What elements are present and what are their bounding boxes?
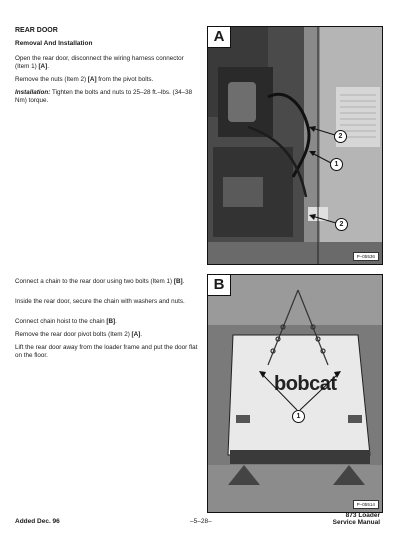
para4-punct: .	[182, 278, 185, 285]
para2-text-end: from the pivot bolts.	[96, 76, 154, 83]
para1-text: Open the rear door, disconnect the wiring harness connector (Item 1)	[15, 55, 184, 71]
paragraph-remove-nuts	[15, 76, 198, 84]
para5-text: Inside the rear door, secure the chain with washers and nuts.	[15, 298, 185, 305]
figure-a-photo	[207, 26, 383, 265]
figure-b-photo	[207, 274, 383, 513]
para1-punct: .	[47, 63, 49, 71]
figure-letter-b: B	[208, 275, 231, 296]
photo-number-b: P–05514	[353, 500, 379, 509]
figure-a-leader-lines	[208, 27, 382, 264]
callout-item-2-upper: 2	[334, 130, 347, 143]
paragraph-secure-chain	[15, 298, 198, 306]
para7-punct: .	[140, 331, 143, 338]
figure-b-leader-lines	[208, 275, 382, 512]
section-title: REAR DOOR	[15, 27, 58, 34]
callout-item-1: 1	[292, 410, 305, 423]
para6-text: Connect chain hoist to the chain	[15, 318, 107, 325]
paragraph-connect-chain	[15, 278, 198, 286]
figure-ref-a: [A]	[87, 76, 97, 83]
installation-label: Installation:	[15, 89, 51, 96]
figure-ref-b: [B]	[106, 318, 116, 325]
paragraph-connect-hoist	[15, 318, 198, 326]
section-subtitle: Removal And Installation	[15, 40, 93, 47]
callout-item-2-lower: 2	[335, 218, 348, 231]
para2-text: Remove the nuts (Item 2)	[15, 76, 88, 83]
bobcat-logo: bobcat	[274, 373, 337, 395]
paragraph-disconnect-harness	[15, 55, 198, 72]
paragraph-lift-door	[15, 344, 198, 361]
para6-punct: .	[115, 318, 117, 325]
callout-item-1: 1	[330, 158, 343, 171]
footer-model: 873 Loader	[345, 512, 380, 519]
footer-manual-name: Service Manual	[332, 519, 380, 526]
figure-letter-a: A	[208, 27, 231, 48]
para8-text: Lift the rear door away from the loader frame and put the door flat on the floor.	[15, 344, 198, 360]
photo-number-a: P–05536	[353, 252, 379, 261]
figure-ref-a: [A]	[38, 63, 48, 71]
footer-date: Added Dec. 96	[15, 518, 60, 525]
page-number: –5–28–	[190, 518, 212, 525]
para4-text: Connect a chain to the rear door using two bolts (Item 1)	[15, 278, 174, 285]
installation-text: Tighten the bolts and nuts to 25–28 ft.–lbs. (34–38 Nm) torque.	[15, 89, 193, 105]
figure-ref-a: [A]	[131, 331, 141, 338]
paragraph-remove-pivot-bolts	[15, 331, 198, 339]
figure-ref-b: [B]	[173, 278, 183, 285]
para7-text: Remove the rear door pivot bolts (Item 2)	[15, 331, 132, 338]
paragraph-installation	[15, 89, 198, 106]
footer-manual-title	[333, 512, 380, 526]
